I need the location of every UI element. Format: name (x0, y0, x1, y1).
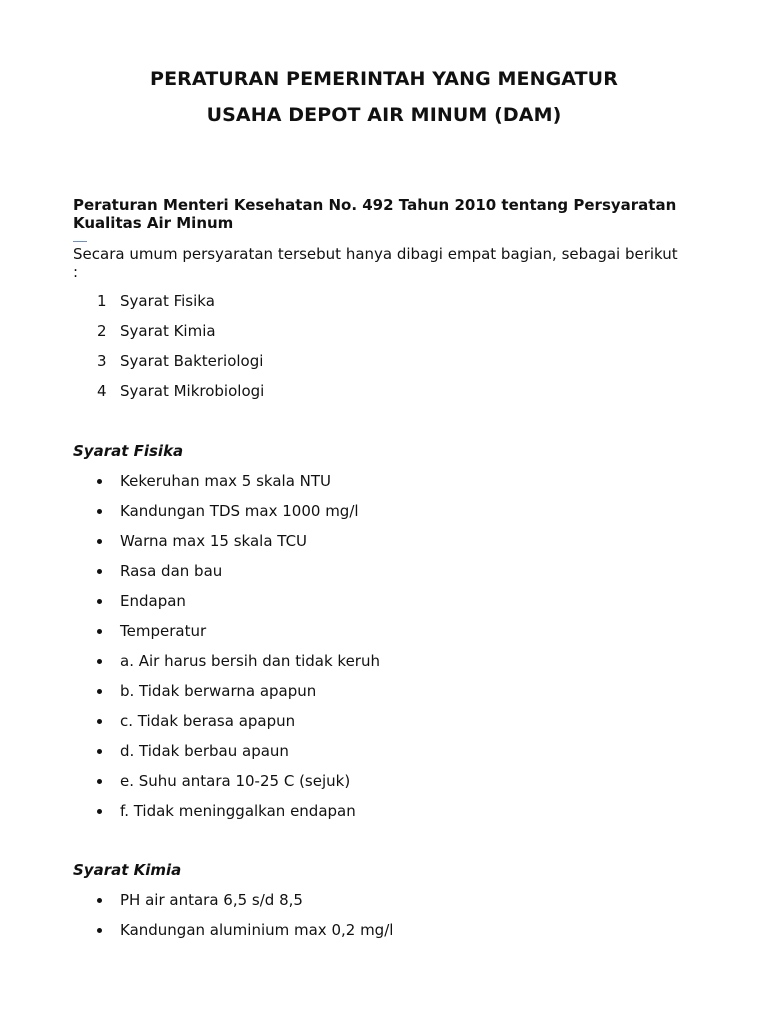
section-heading-kimia: Syarat Kimia (73, 861, 182, 879)
document-title-line1: PERATURAN PEMERINTAH YANG MENGATUR (150, 68, 618, 90)
requirement-item (0, 321, 700, 341)
bullet-icon (97, 689, 102, 694)
fisika-item-text: f. Tidak meninggalkan endapan (120, 802, 356, 820)
fisika-list-item (0, 591, 700, 611)
fisika-item-text: c. Tidak berasa apapun (120, 712, 296, 730)
bullet-icon (97, 629, 102, 634)
fisika-item-text: d. Tidak berbau apaun (120, 742, 289, 760)
kimia-item-text: PH air antara 6,5 s/d 8,5 (120, 891, 303, 909)
section-heading-fisika: Syarat Fisika (73, 442, 184, 460)
bullet-icon (97, 539, 102, 544)
fisika-list-item (0, 711, 700, 731)
fisika-list-item (0, 741, 700, 761)
fisika-list-item (0, 501, 700, 521)
bullet-icon (97, 569, 102, 574)
fisika-item-text: Rasa dan bau (120, 562, 223, 580)
list-number: 4 (97, 382, 107, 400)
fisika-list-item (0, 531, 700, 551)
kimia-list-item (0, 890, 700, 910)
fisika-list-item (0, 471, 700, 491)
fisika-item-text: Warna max 15 skala TCU (120, 532, 308, 550)
bullet-icon (97, 749, 102, 754)
list-number: 2 (97, 322, 107, 340)
bullet-icon (97, 509, 102, 514)
kimia-item-text: Kandungan aluminium max 0,2 mg/l (120, 921, 394, 939)
fisika-item-text: Kandungan TDS max 1000 mg/l (120, 502, 359, 520)
requirement-label: Syarat Mikrobiologi (120, 382, 265, 400)
text-cursor-marker (73, 241, 87, 242)
fisika-item-text: Temperatur (120, 622, 207, 640)
kimia-list-item (0, 920, 700, 940)
bullet-icon (97, 898, 102, 903)
intro-paragraph: Secara umum persyaratan tersebut hanya dibagi empat bagian, sebagai berikut : (73, 245, 678, 281)
bullet-icon (97, 928, 102, 933)
fisika-list-item (0, 621, 700, 641)
fisika-item-text: Kekeruhan max 5 skala NTU (120, 472, 332, 490)
document-title-line2: USAHA DEPOT AIR MINUM (DAM) (206, 104, 562, 126)
fisika-list-item (0, 801, 700, 821)
fisika-list-item (0, 651, 700, 671)
fisika-item-text: Endapan (120, 592, 186, 610)
bullet-icon (97, 779, 102, 784)
fisika-item-text: e. Suhu antara 10-25 C (sejuk) (120, 772, 351, 790)
list-number: 1 (97, 292, 107, 310)
regulation-title: Peraturan Menteri Kesehatan No. 492 Tahun 2010 tentang Persyaratan Kualitas Air Minum (73, 196, 677, 232)
bullet-icon (97, 719, 102, 724)
bullet-icon (97, 599, 102, 604)
fisika-list-item (0, 561, 700, 581)
fisika-item-text: a. Air harus bersih dan tidak keruh (120, 652, 380, 670)
fisika-list-item (0, 771, 700, 791)
bullet-icon (97, 659, 102, 664)
requirement-label: Syarat Kimia (120, 322, 216, 340)
requirement-item (0, 351, 700, 371)
requirement-item (0, 291, 700, 311)
bullet-icon (97, 479, 102, 484)
requirement-label: Syarat Bakteriologi (120, 352, 264, 370)
list-number: 3 (97, 352, 107, 370)
requirement-item (0, 381, 700, 401)
bullet-icon (97, 809, 102, 814)
fisika-list-item (0, 681, 700, 701)
fisika-item-text: b. Tidak berwarna apapun (120, 682, 317, 700)
requirement-label: Syarat Fisika (120, 292, 215, 310)
